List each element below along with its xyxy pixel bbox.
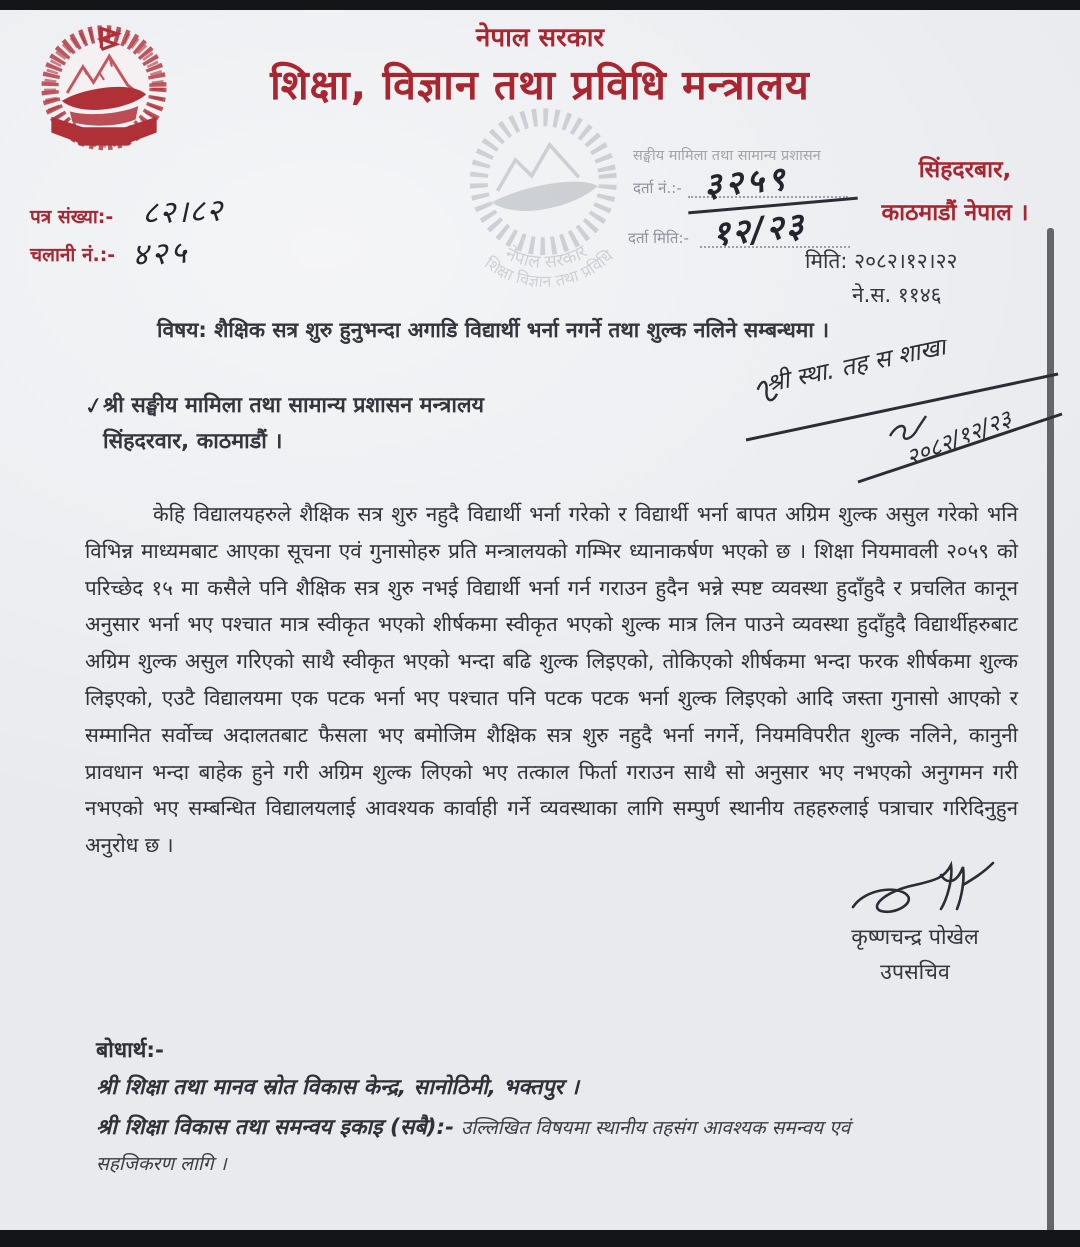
ministry-address-line2: काठमाडौं नेपाल । [881, 200, 1029, 226]
signatory-name: कृष्णचन्द्र पोखेल [851, 925, 979, 950]
darta-date-label: दर्ता मिति:- [628, 229, 689, 247]
tick-mark-icon: ✓ [81, 390, 107, 422]
addressee-line2: सिंहदरवार, काठमाडौं । [103, 429, 283, 454]
cc-item-2 [96, 1112, 996, 1141]
cc-item-1: श्री शिक्षा तथा मानव स्रोत विकास केन्द्र, सानोठिमी, भक्तपुर । [96, 1075, 579, 1100]
scan-top-edge [0, 0, 1080, 10]
stamp-office-line: सङ्घीय मामिला तथा सामान्य प्रशासन [633, 148, 821, 164]
darta-number-value: ३२५९ [702, 158, 791, 205]
ministry-address-line1: सिंहदरबार, [918, 157, 1012, 183]
cc-item-2-title: श्री शिक्षा विकास तथा समन्वय इकाइ (सबै):- [96, 1115, 454, 1140]
signatory-title: उपसचिव [880, 960, 950, 985]
faint-office-seal-icon [428, 92, 663, 307]
cc-item-2-note: उल्लिखित विषयमा स्थानीय तहसंग आवश्यक समन्वय एवं [460, 1117, 851, 1139]
subject-line: विषय: शैक्षिक सत्र शुरु हुनुभन्दा अगाडि विद्यार्थी भर्ना नगर्ने तथा शुल्क नलिने सम्बन्धमा । [157, 318, 830, 342]
signature-icon [845, 855, 1005, 925]
routing-note-text: श्री स्था. तह स शाखा [763, 340, 949, 398]
routing-note-date: २०८२/१२/२३ [902, 405, 1016, 472]
addressee-line1: श्री सङ्घीय मामिला तथा सामान्य प्रशासन मन्त्रालय [103, 393, 485, 418]
handwritten-routing-note [740, 340, 1070, 490]
seal-text-top: नेपाल सरकार [501, 241, 591, 274]
letter-date: मिति: २०८२।१२।२२ [805, 249, 958, 273]
chalani-number-label: चलानी नं.:- [30, 244, 116, 266]
chalani-number-value: ४२५ [131, 234, 191, 274]
darta-date-value: १२/२३ [710, 205, 808, 255]
seal-text-bottom: शिक्षा विज्ञान तथा प्रविधि [481, 246, 617, 292]
patra-sankhya-value: ८२।८२ [141, 192, 224, 232]
cc-item-2-note-cont: सहजिकरण लागि । [96, 1153, 227, 1175]
nepal-sambat: ने.स. ११४६ [852, 283, 942, 307]
letter-body: केहि विद्यालयहरुले शैक्षिक सत्र शुरु नहुदै विद्यार्थी भर्ना गरेको र विद्यार्थी भर्ना बापत अग्रिम शुल्क असुल गरेको भनि विभिन्न माध्यमबाट आएका सूचना एवं गुनासोहरु प्रति मन्त्रालयको गम्भिर ध्यानाकर्षण भएको छ । शिक्षा नियमावली २०५९ को परिच्छेद १५ मा कसैले पनि शैक्षिक सत्र शुरु नभई विद्यार्थी भर्ना गर्न गराउन हुदैन भन्ने स्पष्ट व्यवस्था हुदाँहुदै र प्रचलित कानून अनुसार भर्ना भए पश्चात मात्र स्वीकृत भएको शीर्षकमा स्वीकृत भएको शुल्क मात्र लिन पाउने व्यवस्था हुदाँहुदै विद्यार्थीहरुबाट अग्रिम शुल्क असुल गरिएको साथै स्वीकृत भएको भन्दा बढि शुल्क लिइएको, तोकिएको शीर्षकमा भन्दा फरक शीर्षकमा शुल्क लिइएको, एउटै विद्यालयमा एक पटक भर्ना भए पश्चात पनि पटक पटक भर्ना शुल्क लिइएको आदि जस्ता गुनासो आएको र सम्मानित सर्वोच्च अदालतबाट फैसला भए बमोजिम शैक्षिक सत्र शुरु नहुदै भर्ना नगर्ने, नियमविपरीत शुल्क नलिने, कानुनी प्रावधान भन्दा बाहेक हुने गरी अग्रिम शुल्क लिएको भए तत्काल फिर्ता गराउन साथै सो अनुसार भए नभएको अनुगमन गरी नभएको भए सम्बन्धित विद्यालयलाई आवश्यक कार्वाही गर्ने व्यवस्थाका लागि सम्पुर्ण स्थानीय तहहरुलाई पत्राचार गरिदिनुहुन अनुरोध छ । [85, 502, 1018, 858]
patra-sankhya-label: पत्र संख्या:- [30, 206, 114, 228]
government-name: नेपाल सरकार [475, 23, 605, 53]
ministry-title: शिक्षा, विज्ञान तथा प्रविधि मन्त्रालय [270, 61, 810, 109]
scan-bottom-edge [0, 1230, 1080, 1247]
darta-number-label: दर्ता नं.:- [633, 179, 682, 197]
cc-heading: बोधार्थ:- [96, 1038, 164, 1063]
